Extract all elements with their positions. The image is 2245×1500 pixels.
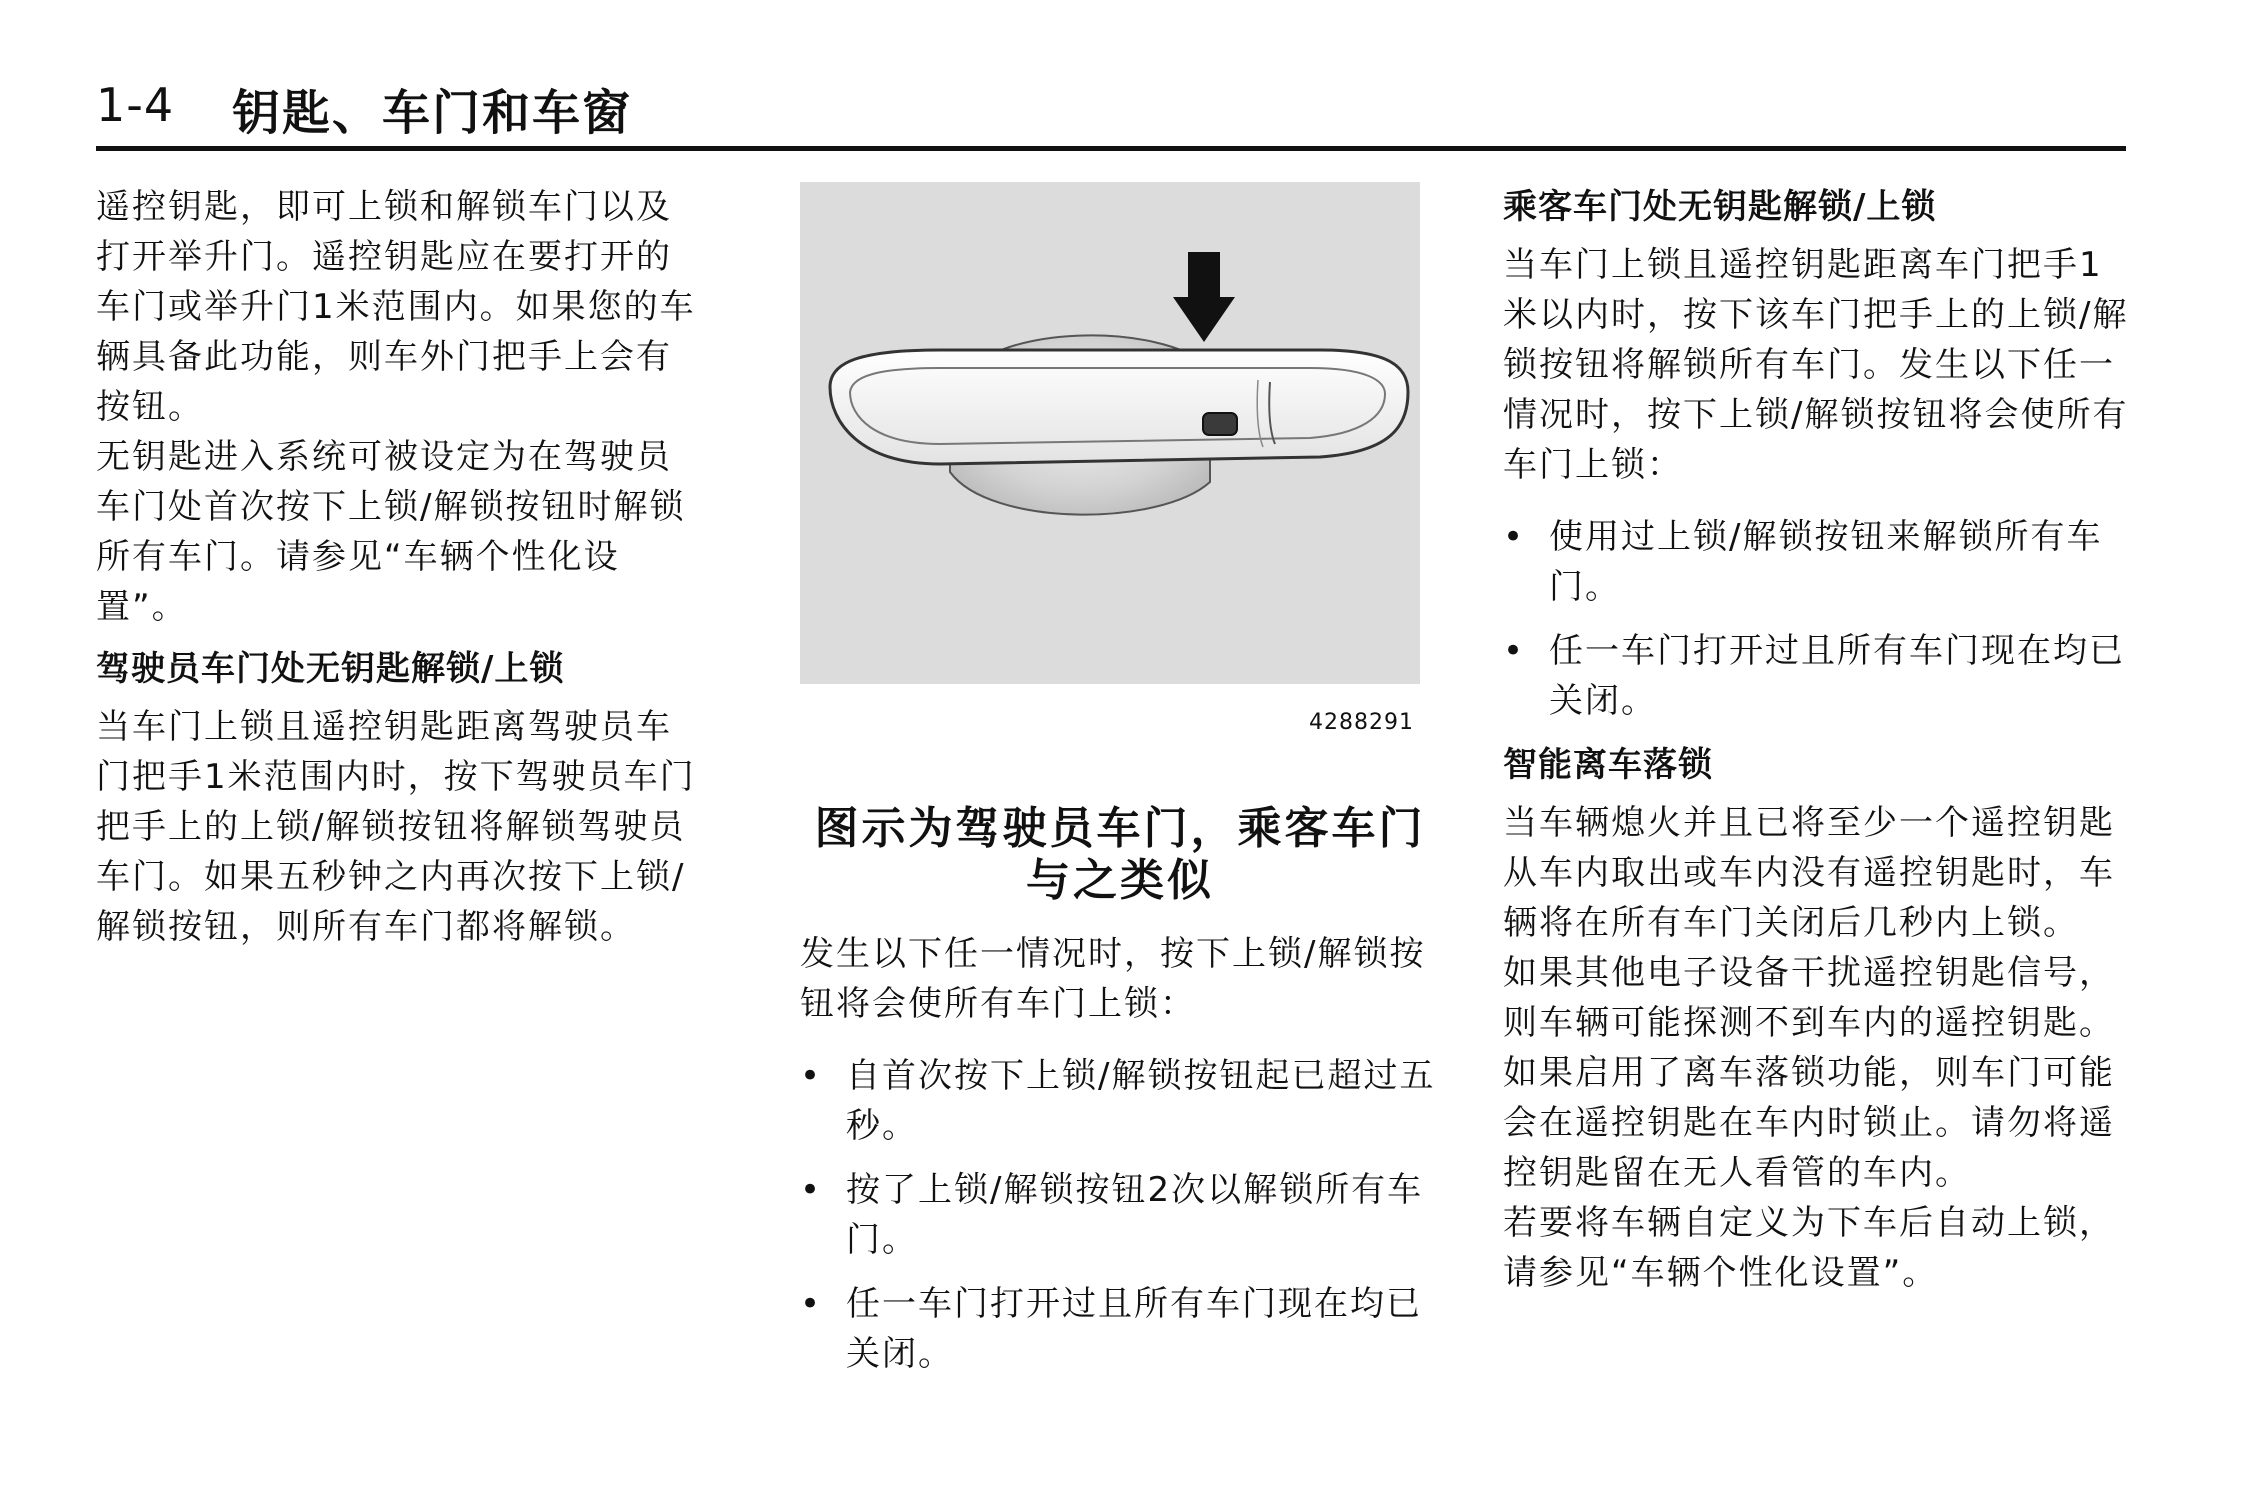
column-middle [800, 182, 1440, 1393]
heading-passenger-door: 乘客车门处无钥匙解锁/上锁 [1503, 187, 1937, 227]
bullet-icon: • [1503, 517, 1526, 557]
list-item [1503, 626, 2133, 726]
arrow-icon [1173, 252, 1235, 342]
paragraph-remote-key: 遥控钥匙，即可上锁和解锁车门以及打开举升门。遥控钥匙应在要打开的车门或举升门1米范围内。如果您的车辆具备此功能，则车外门把手上会有按钮。 [96, 187, 696, 427]
door-handle-drawing [800, 182, 1420, 684]
door-handle-illustration [800, 182, 1420, 684]
paragraph-interference: 如果其他电子设备干扰遥控钥匙信号，则车辆可能探测不到车内的遥控钥匙。如果启用了离车落锁功能，则车门可能会在遥控钥匙在车内时锁止。请勿将遥控钥匙留在无人看管的车内。 [1503, 953, 2115, 1193]
bullet-icon: • [800, 1170, 823, 1210]
list-item [800, 1279, 1440, 1379]
column-right [1503, 182, 2133, 1298]
lock-conditions-list [800, 1051, 1440, 1379]
heading-driver-door: 驾驶员车门处无钥匙解锁/上锁 [96, 649, 565, 689]
paragraph-driver-door: 当车门上锁且遥控钥匙距离驾驶员车门把手1米范围内时，按下驾驶员车门把手上的上锁/解锁按钮将解锁驾驶员车门。如果五秒钟之内再次按下上锁/解锁按钮，则所有车门都将解锁。 [96, 707, 696, 947]
list-item-text: 任一车门打开过且所有车门现在均已关闭。 [846, 1284, 1422, 1374]
paragraph-customize: 若要将车辆自定义为下车后自动上锁，请参见“车辆个性化设置”。 [1503, 1203, 2115, 1293]
figure-caption: 图示为驾驶员车门，乘客车门与之类似 [814, 803, 1426, 906]
list-item-text: 使用过上锁/解锁按钮来解锁所有车门。 [1549, 517, 2103, 607]
page-header [96, 70, 2126, 150]
paragraph-walk-away-lock: 当车辆熄火并且已将至少一个遥控钥匙从车内取出或车内没有遥控钥匙时，车辆将在所有车门关闭后几秒内上锁。 [1503, 803, 2115, 943]
page-number: 1-4 [96, 78, 175, 132]
list-item-text: 自首次按下上锁/解锁按钮起已超过五秒。 [846, 1056, 1436, 1146]
chapter-title: 钥匙、车门和车窗 [232, 85, 633, 141]
list-item [800, 1165, 1440, 1265]
list-item [1503, 512, 2133, 612]
bullet-icon: • [1503, 631, 1526, 671]
column-left [96, 182, 706, 952]
paragraph-keyless-setting: 无钥匙进入系统可被设定为在驾驶员车门处首次按下上锁/解锁按钮时解锁所有车门。请参见“车辆个性化设置”。 [96, 437, 686, 627]
list-item-text: 按了上锁/解锁按钮2次以解锁所有车门。 [846, 1170, 1424, 1260]
paragraph-lock-conditions: 发生以下任一情况时，按下上锁/解锁按钮将会使所有车门上锁： [800, 934, 1426, 1024]
bullet-icon: • [800, 1056, 823, 1096]
bullet-icon: • [800, 1284, 823, 1324]
list-item-text: 任一车门打开过且所有车门现在均已关闭。 [1549, 631, 2125, 721]
heading-walk-away-lock: 智能离车落锁 [1503, 745, 1713, 785]
list-item [800, 1051, 1440, 1151]
header-rule [96, 146, 2126, 151]
passenger-lock-conditions-list [1503, 512, 2133, 726]
figure-id: 4288291 [1309, 710, 1414, 735]
lock-unlock-button [1203, 413, 1237, 435]
paragraph-passenger-door: 当车门上锁且遥控钥匙距离车门把手1米以内时，按下该车门把手上的上锁/解锁按钮将解锁所有车门。发生以下任一情况时，按下上锁/解锁按钮将会使所有车门上锁： [1503, 245, 2129, 485]
